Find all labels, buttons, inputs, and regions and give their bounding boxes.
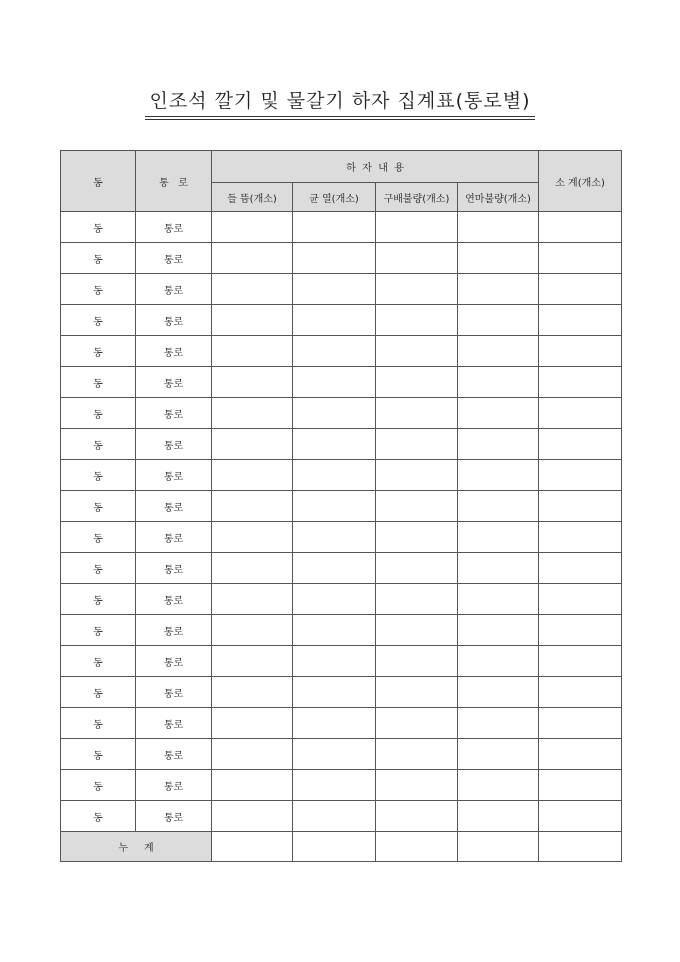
value-cell[interactable] xyxy=(212,677,293,708)
value-cell[interactable] xyxy=(458,243,539,274)
value-cell[interactable] xyxy=(212,522,293,553)
dong-cell: 동 xyxy=(61,708,136,739)
value-cell[interactable] xyxy=(293,708,376,739)
value-cell[interactable] xyxy=(458,615,539,646)
tongro-cell: 통로 xyxy=(136,336,212,367)
tongro-cell: 통로 xyxy=(136,305,212,336)
value-cell[interactable] xyxy=(539,274,622,305)
table-row xyxy=(61,336,622,367)
header-tongro: 통 로 xyxy=(136,151,212,212)
value-cell[interactable] xyxy=(212,398,293,429)
header-polish-defect: 연마불량(개소) xyxy=(458,183,539,212)
table-row xyxy=(61,367,622,398)
value-cell[interactable] xyxy=(458,522,539,553)
value-cell[interactable] xyxy=(376,367,458,398)
total-cell[interactable] xyxy=(376,832,458,862)
defect-summary-table xyxy=(60,150,622,862)
value-cell[interactable] xyxy=(539,336,622,367)
value-cell[interactable] xyxy=(539,243,622,274)
header-dong: 동 xyxy=(61,151,136,212)
tongro-cell: 통로 xyxy=(136,677,212,708)
value-cell[interactable] xyxy=(458,212,539,243)
value-cell[interactable] xyxy=(458,553,539,584)
tongro-cell: 통로 xyxy=(136,584,212,615)
tongro-cell: 통로 xyxy=(136,274,212,305)
value-cell[interactable] xyxy=(212,336,293,367)
dong-cell: 동 xyxy=(61,522,136,553)
value-cell[interactable] xyxy=(376,801,458,832)
value-cell[interactable] xyxy=(293,243,376,274)
tongro-cell: 통로 xyxy=(136,615,212,646)
value-cell[interactable] xyxy=(539,615,622,646)
value-cell[interactable] xyxy=(293,212,376,243)
tongro-cell: 통로 xyxy=(136,522,212,553)
value-cell[interactable] xyxy=(539,553,622,584)
dong-cell: 동 xyxy=(61,801,136,832)
dong-cell: 동 xyxy=(61,336,136,367)
value-cell[interactable] xyxy=(293,398,376,429)
table-row xyxy=(61,305,622,336)
tongro-cell: 통로 xyxy=(136,398,212,429)
value-cell[interactable] xyxy=(376,677,458,708)
value-cell[interactable] xyxy=(293,305,376,336)
value-cell[interactable] xyxy=(539,677,622,708)
value-cell[interactable] xyxy=(376,708,458,739)
dong-cell: 동 xyxy=(61,460,136,491)
dong-cell: 동 xyxy=(61,646,136,677)
value-cell[interactable] xyxy=(293,677,376,708)
tongro-cell: 통로 xyxy=(136,770,212,801)
value-cell[interactable] xyxy=(458,460,539,491)
table-row xyxy=(61,801,622,832)
dong-cell: 동 xyxy=(61,491,136,522)
table-row xyxy=(61,584,622,615)
table-row xyxy=(61,615,622,646)
dong-cell: 동 xyxy=(61,553,136,584)
table-row xyxy=(61,212,622,243)
value-cell[interactable] xyxy=(293,274,376,305)
table-row xyxy=(61,274,622,305)
table-row xyxy=(61,460,622,491)
dong-cell: 동 xyxy=(61,739,136,770)
table-row xyxy=(61,739,622,770)
value-cell[interactable] xyxy=(376,522,458,553)
value-cell[interactable] xyxy=(376,305,458,336)
value-cell[interactable] xyxy=(212,460,293,491)
value-cell[interactable] xyxy=(293,522,376,553)
total-cell[interactable] xyxy=(539,832,622,862)
tongro-cell: 통로 xyxy=(136,460,212,491)
value-cell[interactable] xyxy=(539,212,622,243)
value-cell[interactable] xyxy=(293,584,376,615)
header-lifting: 들 뜸(개소) xyxy=(212,183,293,212)
value-cell[interactable] xyxy=(376,274,458,305)
value-cell[interactable] xyxy=(458,398,539,429)
value-cell[interactable] xyxy=(539,708,622,739)
value-cell[interactable] xyxy=(458,646,539,677)
dong-cell: 동 xyxy=(61,305,136,336)
tongro-cell: 통로 xyxy=(136,708,212,739)
tongro-cell: 통로 xyxy=(136,553,212,584)
value-cell[interactable] xyxy=(376,212,458,243)
tongro-cell: 통로 xyxy=(136,367,212,398)
value-cell[interactable] xyxy=(539,305,622,336)
value-cell[interactable] xyxy=(539,522,622,553)
value-cell[interactable] xyxy=(293,646,376,677)
value-cell[interactable] xyxy=(539,491,622,522)
value-cell[interactable] xyxy=(376,553,458,584)
value-cell[interactable] xyxy=(212,274,293,305)
table-row xyxy=(61,770,622,801)
value-cell[interactable] xyxy=(458,305,539,336)
header-crack: 균 열(개소) xyxy=(293,183,376,212)
tongro-cell: 통로 xyxy=(136,429,212,460)
tongro-cell: 통로 xyxy=(136,801,212,832)
table-row xyxy=(61,522,622,553)
dong-cell: 동 xyxy=(61,677,136,708)
footer-total-label: 누 계 xyxy=(61,832,212,862)
value-cell[interactable] xyxy=(458,367,539,398)
tongro-cell: 통로 xyxy=(136,491,212,522)
total-cell[interactable] xyxy=(293,832,376,862)
value-cell[interactable] xyxy=(293,553,376,584)
value-cell[interactable] xyxy=(293,336,376,367)
value-cell[interactable] xyxy=(212,429,293,460)
value-cell[interactable] xyxy=(293,801,376,832)
table-row xyxy=(61,429,622,460)
value-cell[interactable] xyxy=(212,770,293,801)
value-cell[interactable] xyxy=(376,615,458,646)
table-row xyxy=(61,553,622,584)
value-cell[interactable] xyxy=(376,770,458,801)
value-cell[interactable] xyxy=(458,336,539,367)
value-cell[interactable] xyxy=(212,708,293,739)
dong-cell: 동 xyxy=(61,367,136,398)
value-cell[interactable] xyxy=(376,460,458,491)
value-cell[interactable] xyxy=(539,646,622,677)
value-cell[interactable] xyxy=(293,615,376,646)
value-cell[interactable] xyxy=(212,367,293,398)
header-subtotal: 소 계(개소) xyxy=(539,151,622,212)
value-cell[interactable] xyxy=(458,491,539,522)
value-cell[interactable] xyxy=(376,243,458,274)
value-cell[interactable] xyxy=(376,398,458,429)
value-cell[interactable] xyxy=(376,429,458,460)
value-cell[interactable] xyxy=(212,615,293,646)
dong-cell: 동 xyxy=(61,243,136,274)
value-cell[interactable] xyxy=(539,429,622,460)
value-cell[interactable] xyxy=(539,770,622,801)
total-cell[interactable] xyxy=(212,832,293,862)
dong-cell: 동 xyxy=(61,398,136,429)
tongro-cell: 통로 xyxy=(136,243,212,274)
table-row xyxy=(61,677,622,708)
page-title: 인조석 깔기 및 물갈기 하자 집계표(통로별) xyxy=(145,86,534,117)
table-row xyxy=(61,708,622,739)
value-cell[interactable] xyxy=(293,770,376,801)
value-cell[interactable] xyxy=(212,739,293,770)
table-row xyxy=(61,491,622,522)
dong-cell: 동 xyxy=(61,615,136,646)
dong-cell: 동 xyxy=(61,584,136,615)
value-cell[interactable] xyxy=(539,801,622,832)
value-cell[interactable] xyxy=(293,491,376,522)
dong-cell: 동 xyxy=(61,429,136,460)
value-cell[interactable] xyxy=(212,553,293,584)
header-slope-defect: 구배불량(개소) xyxy=(376,183,458,212)
value-cell[interactable] xyxy=(458,770,539,801)
tongro-cell: 통로 xyxy=(136,212,212,243)
value-cell[interactable] xyxy=(458,677,539,708)
tongro-cell: 통로 xyxy=(136,646,212,677)
value-cell[interactable] xyxy=(376,739,458,770)
value-cell[interactable] xyxy=(293,460,376,491)
dong-cell: 동 xyxy=(61,274,136,305)
value-cell[interactable] xyxy=(212,212,293,243)
dong-cell: 동 xyxy=(61,212,136,243)
tongro-cell: 통로 xyxy=(136,739,212,770)
table-row xyxy=(61,243,622,274)
value-cell[interactable] xyxy=(539,398,622,429)
header-defect-group: 하 자 내 용 xyxy=(212,151,539,183)
table-row xyxy=(61,398,622,429)
value-cell[interactable] xyxy=(212,243,293,274)
total-cell[interactable] xyxy=(458,832,539,862)
value-cell[interactable] xyxy=(458,274,539,305)
value-cell[interactable] xyxy=(212,801,293,832)
value-cell[interactable] xyxy=(212,646,293,677)
value-cell[interactable] xyxy=(539,584,622,615)
table-row xyxy=(61,646,622,677)
value-cell[interactable] xyxy=(376,646,458,677)
value-cell[interactable] xyxy=(458,739,539,770)
value-cell[interactable] xyxy=(539,739,622,770)
value-cell[interactable] xyxy=(458,801,539,832)
dong-cell: 동 xyxy=(61,770,136,801)
value-cell[interactable] xyxy=(212,491,293,522)
value-cell[interactable] xyxy=(212,584,293,615)
value-cell[interactable] xyxy=(293,367,376,398)
value-cell[interactable] xyxy=(293,429,376,460)
value-cell[interactable] xyxy=(376,336,458,367)
value-cell[interactable] xyxy=(212,305,293,336)
value-cell[interactable] xyxy=(293,739,376,770)
value-cell[interactable] xyxy=(458,429,539,460)
value-cell[interactable] xyxy=(539,367,622,398)
value-cell[interactable] xyxy=(376,584,458,615)
value-cell[interactable] xyxy=(458,708,539,739)
value-cell[interactable] xyxy=(458,584,539,615)
value-cell[interactable] xyxy=(376,491,458,522)
value-cell[interactable] xyxy=(539,460,622,491)
